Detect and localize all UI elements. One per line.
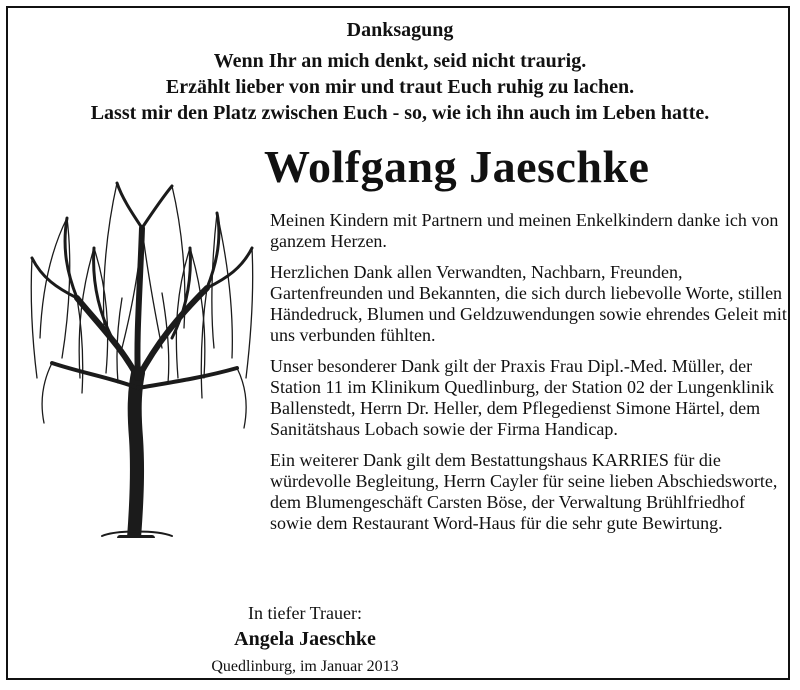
thanks-paragraph: Ein weiterer Dank gilt dem Bestattungshaus KARRIES für die würdevolle Begleitung, Herrn Cayler für seine lieben Abschiedsworte, dem Blumengeschäft Carsten Böse, der Verwaltung Brühlfriedhof sowie dem Restaurant Word-Haus für die sehr gute Bewirtung. <box>270 450 778 533</box>
bare-tree-icon <box>22 178 260 538</box>
thanks-paragraph: Unser besonderer Dank gilt der Praxis Frau Dipl.-Med. Müller, der Station 11 im Klinikum Quedlinburg, der Station 02 der Lungenklinik Ballenstedt, Herrn Dr. Heller, dem Pflegedienst Simone Härtel, dem Sanitätshaus Lobach sowie der Firma Handicap. <box>270 356 774 439</box>
thanks-text <box>270 210 790 544</box>
verse-line: Lasst mir den Platz zwischen Euch - so, wie ich ihn auch im Leben hatte. <box>90 102 710 124</box>
place-date: Quedlinburg, im Januar 2013 <box>211 658 399 675</box>
header <box>0 18 800 126</box>
verse-line: Wenn Ihr an mich denkt, seid nicht traurig. <box>213 50 587 72</box>
signer-name: Angela Jaeschke <box>234 628 376 650</box>
mourning-line: In tiefer Trauer: <box>248 603 362 623</box>
verse-line: Erzählt lieber von mir und traut Euch ruhig zu lachen. <box>165 76 635 98</box>
deceased-name: Wolfgang Jaeschke <box>264 141 650 192</box>
thanks-paragraph: Meinen Kindern mit Partnern und meinen Enkelkindern danke ich von ganzem Herzen. <box>270 210 779 251</box>
notice-heading: Danksagung <box>346 19 454 41</box>
thanks-paragraph: Herzlichen Dank allen Verwandten, Nachbarn, Freunden, Gartenfreunden und Bekannten, die sich durch liebevolle Worte, stillen Händedruck, Blumen und Geldzuwendungen sowie ehrendes Geleit mit uns verbunden fühlten. <box>270 262 787 345</box>
